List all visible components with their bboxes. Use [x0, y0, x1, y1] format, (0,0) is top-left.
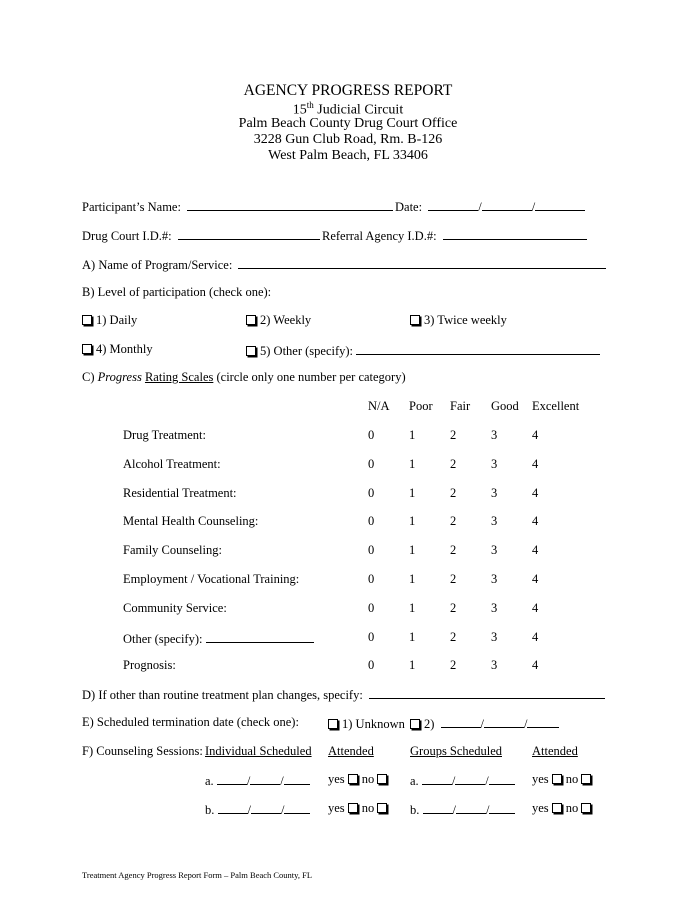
date-field: Date: / / — [395, 198, 585, 215]
rating-score[interactable]: 0 — [368, 485, 375, 500]
rating-category-text: Employment / Vocational Training: — [123, 572, 300, 586]
date-day-input[interactable] — [482, 198, 532, 211]
rating-scales-label — [82, 370, 406, 385]
row-a-groups: a. / / — [410, 772, 515, 789]
rating-score[interactable]: 4 — [532, 456, 539, 471]
rating-category-text: Residential Treatment: — [123, 485, 237, 500]
row-b-individual-attended — [328, 801, 391, 816]
rating-score[interactable]: 0 — [368, 514, 375, 529]
row-a-label: a. — [410, 774, 419, 788]
date-label: Date: — [395, 200, 423, 214]
yes-checkbox-icon[interactable] — [348, 774, 358, 784]
checkbox-icon[interactable] — [246, 315, 256, 325]
rating-score[interactable]: 2 — [450, 485, 457, 500]
no-checkbox-icon[interactable] — [581, 774, 591, 784]
rating-score[interactable]: 3 — [491, 456, 498, 471]
option-monthly-label: 4) Monthly — [96, 342, 153, 356]
rating-score[interactable]: 3 — [491, 629, 498, 644]
individual-b-day-input[interactable] — [251, 801, 281, 814]
groups-attended-header: Attended — [532, 744, 578, 758]
no-checkbox-icon[interactable] — [377, 774, 387, 784]
option-twice-weekly[interactable] — [410, 313, 507, 328]
rating-score[interactable]: 3 — [491, 485, 498, 500]
rating-score[interactable]: 2 — [450, 572, 457, 586]
yes-label: yes — [328, 801, 345, 815]
row-b-label: b. — [410, 803, 420, 817]
rating-italic: Progress — [97, 370, 142, 384]
rating-score[interactable]: 1 — [409, 572, 416, 586]
row-a-individual-attended — [328, 772, 391, 787]
yes-checkbox-icon[interactable] — [552, 774, 562, 784]
termination-options: 1) Unknown 2) / / — [328, 715, 559, 732]
rating-score[interactable]: 3 — [491, 600, 498, 615]
rating-score[interactable]: 2 — [450, 543, 457, 558]
rating-score[interactable]: 1 — [409, 456, 416, 471]
rating-score[interactable]: 0 — [368, 658, 375, 673]
rating-score[interactable]: 4 — [532, 485, 539, 500]
drug-court-id-input[interactable] — [178, 227, 320, 240]
no-checkbox-icon[interactable] — [581, 803, 591, 813]
option-other[interactable] — [246, 342, 600, 359]
counseling-label: F) Counseling Sessions: — [82, 744, 203, 758]
rating-column-header: Good — [491, 399, 519, 413]
program-service-label: A) Name of Program/Service: — [82, 258, 233, 272]
date-month-input[interactable] — [428, 198, 478, 211]
option-weekly-label: 2) Weekly — [260, 313, 312, 327]
checkbox-icon[interactable] — [82, 344, 92, 354]
participant-name-field — [82, 198, 393, 215]
rating-score[interactable]: 4 — [532, 543, 539, 558]
rating-score[interactable]: 0 — [368, 629, 375, 644]
rating-score[interactable]: 1 — [409, 629, 416, 644]
rating-score[interactable]: 4 — [532, 572, 539, 586]
rating-score[interactable]: 3 — [491, 658, 498, 673]
rating-score[interactable]: 1 — [409, 485, 416, 500]
rating-prefix: C) — [82, 370, 98, 384]
rating-score[interactable]: 1 — [409, 600, 416, 615]
changes-input[interactable] — [369, 686, 605, 699]
rating-column-header: Poor — [409, 399, 433, 413]
individual-a-month-input[interactable] — [217, 772, 247, 785]
rating-column-header: Fair — [450, 399, 471, 413]
groups-b-day-input[interactable] — [456, 801, 486, 814]
option-monthly[interactable] — [82, 342, 153, 357]
referral-agency-id-label: Referral Agency I.D.#: — [322, 229, 437, 243]
yes-checkbox-icon[interactable] — [552, 803, 562, 813]
other-category-input[interactable] — [206, 630, 314, 643]
no-checkbox-icon[interactable] — [377, 803, 387, 813]
rating-score[interactable]: 1 — [409, 428, 416, 442]
no-label: no — [361, 772, 375, 786]
rating-category-text: Other (specify): — [123, 631, 203, 646]
rating-score[interactable]: 1 — [409, 543, 416, 558]
rating-score[interactable]: 1 — [409, 658, 416, 673]
no-label: no — [565, 772, 579, 786]
yes-label: yes — [532, 801, 549, 815]
rating-score[interactable]: 3 — [491, 543, 498, 558]
option-daily[interactable] — [82, 313, 137, 328]
individual-b-year-input[interactable] — [284, 801, 310, 814]
participant-name-label: Participant’s Name: — [82, 200, 181, 214]
rating-score[interactable]: 2 — [450, 428, 457, 442]
option-weekly[interactable] — [246, 313, 311, 328]
rating-category-label — [123, 630, 314, 647]
rating-suffix: (circle only one number per category) — [213, 370, 406, 384]
footer-text: Treatment Agency Progress Report Form – Palm Beach County, FL — [82, 870, 313, 880]
rating-category-text: Alcohol Treatment: — [123, 456, 221, 471]
rating-score[interactable]: 3 — [491, 428, 498, 442]
option-daily-label: 1) Daily — [96, 313, 138, 327]
row-b-groups: b. / / — [410, 801, 515, 818]
groups-a-year-input[interactable] — [489, 772, 515, 785]
rating-score[interactable]: 4 — [532, 600, 539, 615]
rating-underline: Rating Scales — [144, 370, 214, 384]
yes-checkbox-icon[interactable] — [348, 803, 358, 813]
rating-category-label — [123, 428, 206, 443]
rating-category-label — [123, 601, 227, 616]
rating-category-label — [123, 658, 176, 673]
rating-score[interactable]: 4 — [532, 428, 539, 442]
rating-column-header: Excellent — [532, 399, 580, 413]
checkbox-icon[interactable] — [246, 346, 256, 356]
option-twice-weekly-label: 3) Twice weekly — [424, 313, 507, 327]
individual-b-month-input[interactable] — [218, 801, 248, 814]
rating-score[interactable]: 4 — [532, 658, 539, 673]
individual-a-day-input[interactable] — [250, 772, 280, 785]
groups-b-month-input[interactable] — [423, 801, 453, 814]
rating-score[interactable]: 2 — [450, 629, 457, 644]
rating-score[interactable]: 4 — [532, 514, 539, 529]
rating-score[interactable]: 0 — [368, 572, 375, 586]
office-name: Palm Beach County Drug Court Office — [238, 116, 458, 131]
rating-score[interactable]: 1 — [409, 514, 416, 529]
rating-category-label — [123, 543, 222, 558]
date-year-input[interactable] — [535, 198, 585, 211]
rating-category-text: Community Service: — [123, 600, 227, 615]
rating-score[interactable]: 0 — [368, 428, 375, 442]
rating-score[interactable]: 2 — [450, 658, 457, 673]
rating-score[interactable]: 3 — [491, 514, 498, 529]
groups-scheduled-header: Groups Scheduled — [410, 744, 502, 758]
date-checkbox-icon[interactable] — [410, 719, 420, 729]
termination-day-input[interactable] — [484, 715, 524, 728]
individual-attended-header: Attended — [328, 744, 374, 758]
rating-category-label — [123, 457, 221, 472]
row-a-individual: a. / / — [205, 772, 310, 789]
termination-month-input[interactable] — [441, 715, 481, 728]
row-b-groups-attended — [532, 801, 595, 816]
rating-score[interactable]: 0 — [368, 543, 375, 558]
rating-score[interactable]: 2 — [450, 600, 457, 615]
office-address: 3228 Gun Club Road, Rm. B-126 — [253, 132, 443, 147]
rating-score[interactable]: 0 — [368, 600, 375, 615]
circuit-text: Judicial Circuit — [313, 102, 404, 118]
rating-category-text: Mental Health Counseling: — [123, 514, 259, 529]
rating-score[interactable]: 3 — [491, 572, 498, 586]
no-label: no — [361, 801, 375, 815]
participation-label: B) Level of participation (check one): — [82, 285, 272, 299]
termination-year-input[interactable] — [527, 715, 559, 728]
page-title: AGENCY PROGRESS REPORT — [243, 82, 453, 99]
circuit-suffix: th — [306, 100, 314, 110]
referral-agency-id-field — [322, 227, 587, 244]
office-city: West Palm Beach, FL 33406 — [268, 148, 428, 163]
rating-category-text: Prognosis: — [123, 658, 176, 673]
unknown-checkbox-icon[interactable] — [328, 719, 338, 729]
rating-category-label — [123, 572, 299, 587]
individual-a-year-input[interactable] — [284, 772, 310, 785]
rating-column-header: N/A — [368, 399, 390, 413]
rating-score[interactable]: 4 — [532, 629, 539, 644]
groups-b-year-input[interactable] — [489, 801, 515, 814]
row-a-label: a. — [205, 774, 214, 788]
program-service-input[interactable] — [238, 256, 606, 269]
changes-label: D) If other than routine treatment plan changes, specify: — [82, 688, 363, 702]
circuit-number: 15 — [292, 102, 307, 118]
option-other-label: 5) Other (specify): — [260, 344, 354, 358]
yes-label: yes — [532, 772, 549, 786]
rating-score[interactable]: 2 — [450, 456, 457, 471]
termination-label: E) Scheduled termination date (check one): — [82, 715, 299, 729]
no-label: no — [565, 801, 579, 815]
drug-court-id-label: Drug Court I.D.#: — [82, 229, 172, 243]
option-other-input[interactable] — [356, 342, 600, 355]
program-service-field — [82, 256, 606, 273]
row-b-label: b. — [205, 803, 215, 817]
rating-score[interactable]: 0 — [368, 456, 375, 471]
changes-field — [82, 686, 605, 703]
groups-a-day-input[interactable] — [455, 772, 485, 785]
row-a-groups-attended — [532, 772, 595, 787]
individual-scheduled-header: Individual Scheduled — [205, 744, 312, 758]
row-b-individual: b. / / — [205, 801, 310, 818]
unknown-label: 1) Unknown — [342, 717, 405, 731]
participant-name-input[interactable] — [187, 198, 393, 211]
rating-category-text: Drug Treatment: — [123, 428, 206, 442]
yes-label: yes — [328, 772, 345, 786]
groups-a-month-input[interactable] — [422, 772, 452, 785]
referral-agency-id-input[interactable] — [443, 227, 587, 240]
option2-label: 2) — [423, 717, 435, 731]
checkbox-icon[interactable] — [82, 315, 92, 325]
rating-category-text: Family Counseling: — [123, 543, 222, 558]
rating-category-label — [123, 486, 237, 501]
checkbox-icon[interactable] — [410, 315, 420, 325]
rating-category-label — [123, 514, 258, 529]
rating-score[interactable]: 2 — [450, 514, 457, 529]
drug-court-id-field — [82, 227, 320, 244]
